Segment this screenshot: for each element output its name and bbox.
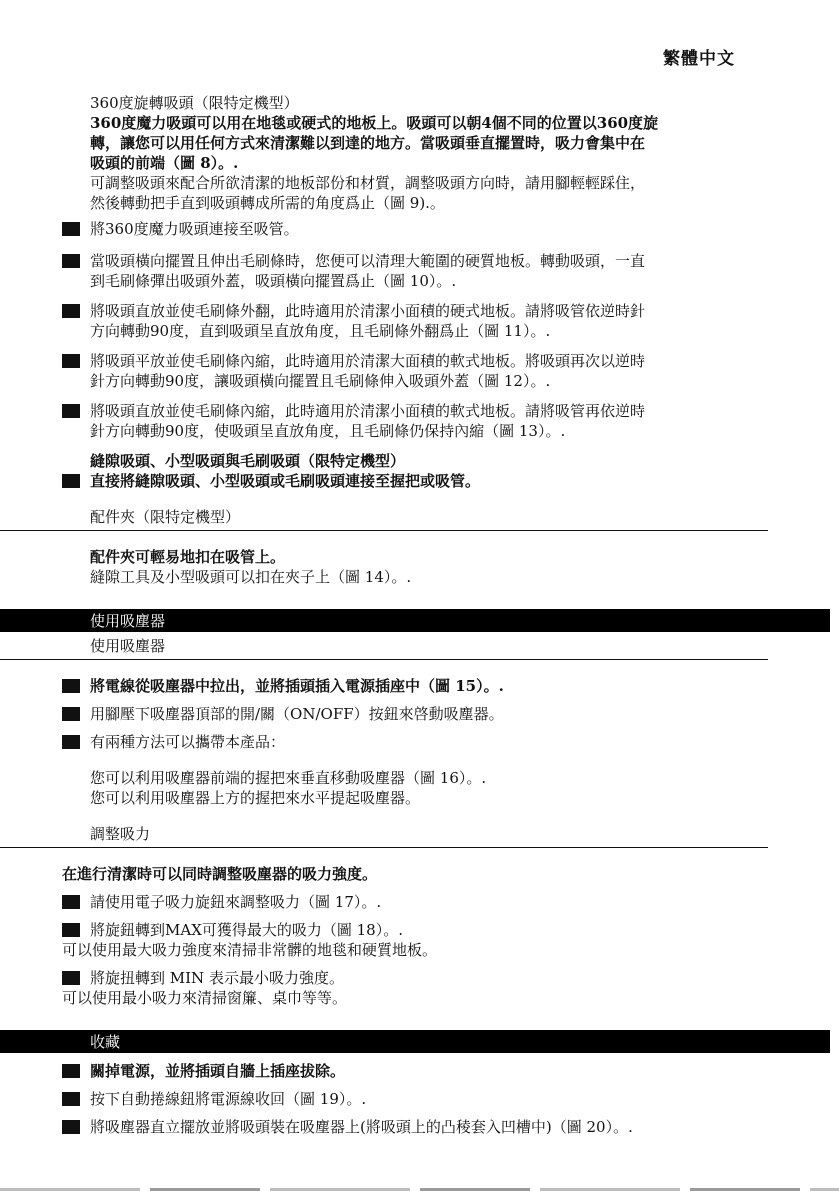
step-text: 將旋扭轉到 MIN 表示最小吸力強度。 bbox=[90, 969, 344, 987]
step-text: 方向轉動90度，直到吸頭呈直放角度，且毛刷條外翻爲止（圖 11）。. bbox=[90, 322, 551, 340]
paragraph-line: 您可以利用吸塵器上方的握把來水平提起吸塵器。 bbox=[90, 789, 421, 807]
step-text: 將電線從吸塵器中拉出，並將插頭插入電源插座中（圖 15）。. bbox=[90, 677, 504, 695]
step-bullet-icon bbox=[62, 971, 80, 985]
step-bullet-icon bbox=[62, 254, 80, 268]
step-item bbox=[62, 968, 768, 988]
step-bullet-icon bbox=[62, 735, 80, 749]
step-bullet-icon bbox=[62, 474, 80, 488]
paragraph-line: 可以使用最小吸力來清掃窗簾、桌巾等等。 bbox=[62, 989, 348, 1007]
step-bullet-icon bbox=[62, 707, 80, 721]
paragraph-line: 配件夾可輕易地扣在吸管上。 bbox=[90, 548, 286, 566]
step-bullet-icon bbox=[62, 1064, 80, 1078]
step-bullet-icon bbox=[62, 404, 80, 418]
step-text: 用腳壓下吸塵器頂部的開/關（ON/OFF）按鈕來啓動吸塵器。 bbox=[90, 705, 504, 723]
step-item bbox=[62, 251, 768, 291]
paragraph-line: 縫隙工具及小型吸頭可以扣在夾子上（圖 14）。. bbox=[90, 568, 412, 586]
paragraph-line: 吸頭的前端（圖 8）。. bbox=[90, 154, 239, 172]
chapter-bar-storage: 收藏 bbox=[0, 1030, 830, 1053]
step-text: 請使用電子吸力旋鈕來調整吸力（圖 17）。. bbox=[90, 893, 382, 911]
section-heading-accessory-clip: 配件夾（限特定機型） bbox=[0, 507, 768, 531]
step-text: 將吸頭直放並使毛刷條外翻，此時適用於清潔小面積的硬式地板。請將吸管依逆時針 bbox=[90, 302, 646, 320]
step-item bbox=[62, 1089, 768, 1109]
step-text: 將吸塵器直立擺放並將吸頭裝在吸塵器上(將吸頭上的凸稜套入凹槽中)（圖 20）。. bbox=[90, 1118, 633, 1136]
step-text: 針方向轉動90度，使吸頭呈直放角度，且毛刷條仍保持內縮（圖 13）。. bbox=[90, 422, 566, 440]
chapter-bar-using: 使用吸塵器 bbox=[0, 609, 830, 632]
step-text: 將360度魔力吸頭連接至吸管。 bbox=[90, 220, 299, 238]
step-item bbox=[62, 301, 768, 341]
step-item bbox=[62, 920, 768, 940]
step-bullet-icon bbox=[62, 1092, 80, 1106]
step-item bbox=[62, 1117, 768, 1137]
step-bullet-icon bbox=[62, 1120, 80, 1134]
language-label: 繁體中文 bbox=[663, 49, 735, 69]
step-item bbox=[62, 219, 768, 239]
step-text: 按下自動捲線鈕將電源線收回（圖 19）。. bbox=[90, 1090, 367, 1108]
section-heading-suction: 調整吸力 bbox=[0, 824, 768, 848]
paragraph-line: 可調整吸頭來配合所欲清潔的地板部份和材質，調整吸頭方向時，請用腳輕輕踩住， bbox=[90, 174, 646, 192]
step-text: 針方向轉動90度，讓吸頭橫向擺置且毛刷條伸入吸頭外蓋（圖 12）。. bbox=[90, 372, 551, 390]
section-heading-using: 使用吸塵器 bbox=[0, 636, 768, 660]
step-text: 有兩種方法可以攜帶本產品： bbox=[90, 733, 286, 751]
paragraph-line: 可以使用最大吸力強度來清掃非常髒的地毯和硬質地板。 bbox=[62, 941, 438, 959]
step-text: 當吸頭橫向擺置且伸出毛刷條時，您便可以清理大範圍的硬質地板。轉動吸頭，一直 bbox=[90, 252, 646, 270]
step-text: 將吸頭平放並使毛刷條內縮，此時適用於清潔大面積的軟式地板。將吸頭再次以逆時 bbox=[90, 352, 646, 370]
step-bullet-icon bbox=[62, 304, 80, 318]
step-bullet-icon bbox=[62, 222, 80, 236]
step-item bbox=[62, 704, 768, 724]
step-bullet-icon bbox=[62, 679, 80, 693]
step-item bbox=[62, 1061, 768, 1081]
step-bullet-icon bbox=[62, 923, 80, 937]
step-text: 將旋鈕轉到MAX可獲得最大的吸力（圖 18）。. bbox=[90, 921, 403, 939]
paragraph-360-nozzle bbox=[62, 113, 768, 213]
paragraph-line: 在進行清潔時可以同時調整吸塵器的吸力強度。 bbox=[62, 865, 378, 883]
paragraph-line: 然後轉動把手直到吸頭轉成所需的角度爲止（圖 9).。 bbox=[90, 194, 445, 212]
step-text: 直接將縫隙吸頭、小型吸頭或毛刷吸頭連接至握把或吸管。 bbox=[90, 472, 481, 490]
paragraph-line: 轉，讓您可以用任何方式來清潔難以到達的地方。當吸頭垂直擺置時，吸力會集中在 bbox=[90, 134, 646, 152]
step-item bbox=[62, 351, 768, 391]
step-text: 關掉電源，並將插頭自牆上插座拔除。 bbox=[90, 1062, 346, 1080]
step-bullet-icon bbox=[62, 895, 80, 909]
step-text: 到毛刷條彈出吸頭外蓋，吸頭橫向擺置爲止（圖 10）。. bbox=[90, 272, 457, 290]
step-item bbox=[62, 676, 768, 696]
section-title-360-nozzle: 360度旋轉吸頭（限特定機型） bbox=[90, 94, 299, 112]
section-title-crevice-tool: 縫隙吸頭、小型吸頭與毛刷吸頭（限特定機型） bbox=[90, 452, 406, 470]
step-item bbox=[62, 732, 768, 752]
step-text: 將吸頭直放並使毛刷條內縮，此時適用於清潔小面積的軟式地板。請將吸管再依逆時 bbox=[90, 402, 646, 420]
step-item bbox=[62, 401, 768, 441]
paragraph-line: 您可以利用吸塵器前端的握把來垂直移動吸塵器（圖 16）。. bbox=[90, 769, 487, 787]
step-bullet-icon bbox=[62, 354, 80, 368]
manual-content bbox=[62, 93, 768, 1137]
step-item bbox=[62, 892, 768, 912]
paragraph-line: 360度魔力吸頭可以用在地毯或硬式的地板上。吸頭可以朝4個不同的位置以360度旋 bbox=[90, 114, 659, 132]
step-item bbox=[62, 471, 768, 491]
